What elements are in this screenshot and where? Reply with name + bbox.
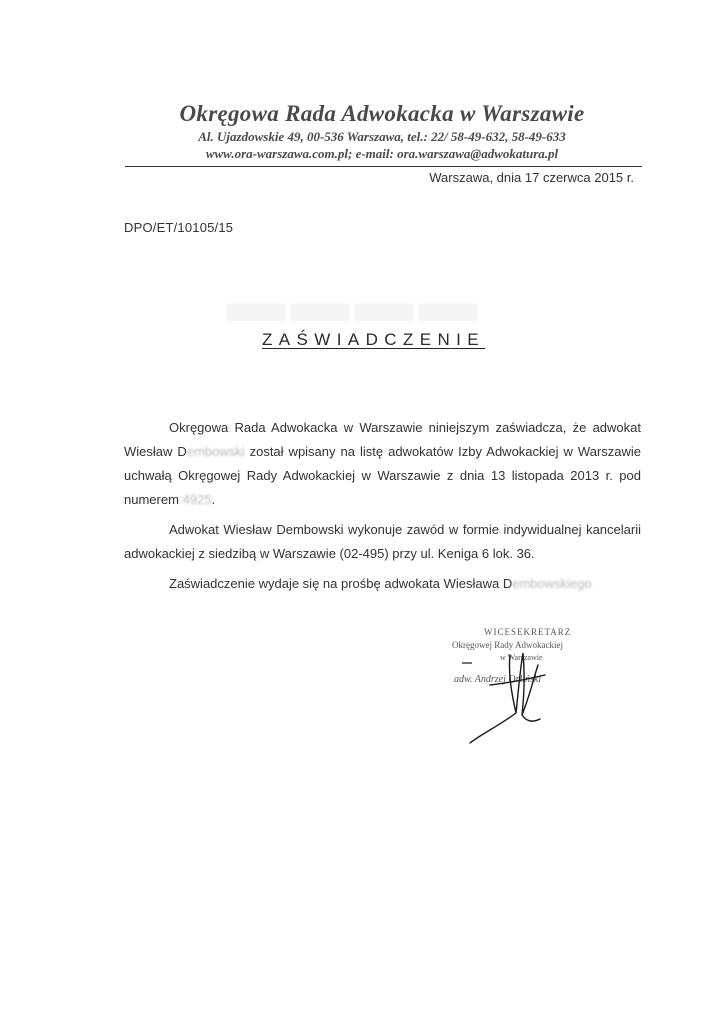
p1-line2b: został wpisany na listę adwokatów Izby bbox=[244, 444, 482, 459]
document-date: Warszawa, dnia 17 czerwca 2015 r. bbox=[429, 170, 634, 185]
letterhead-web: www.ora-warszawa.com.pl; e-mail: ora.warszawa@adwokatura.pl bbox=[205, 146, 559, 161]
redacted-number: 4925 bbox=[182, 492, 212, 507]
p1-line4a: z dnia 13 listopada 2013 r. pod numerem bbox=[124, 468, 641, 507]
redacted-surname-2: embowskiego bbox=[512, 576, 592, 591]
official-stamp bbox=[440, 625, 620, 745]
p1-line4b: . bbox=[211, 492, 216, 507]
stamp-city: w Warszawie bbox=[500, 653, 543, 662]
document-heading: ZAŚWIADCZENIE bbox=[262, 330, 485, 349]
p1-line1: Okręgowa Rada Adwokacka w Warszawie niniejszym zaświadcza, bbox=[169, 420, 567, 435]
letterhead-title: Okręgowa Rada Adwokacka w Warszawie bbox=[179, 101, 585, 126]
stamp-signatory: adw. Andrzej Orliński bbox=[454, 674, 542, 685]
reverse-side-bleed-through bbox=[200, 268, 510, 328]
stamp-title: WICESEKRETARZ bbox=[484, 627, 572, 637]
redacted-surname: embowski bbox=[186, 444, 245, 459]
letterhead bbox=[120, 100, 644, 162]
p1-line2a: że adwokat Wiesław D bbox=[124, 420, 641, 459]
paragraph-practice: Adwokat Wiesław Dembowski wykonuje zawód w formie indywidualnej kancelarii adwokackiej z siedzibą w Warszawie (02-495) przy ul. Keniga 6 lok. 36. bbox=[124, 522, 641, 561]
paragraph-request bbox=[124, 572, 641, 596]
letterhead-rule bbox=[125, 166, 642, 167]
p3-text: Zaświadczenie wydaje się na prośbę adwokata Wiesława D bbox=[169, 576, 513, 591]
reference-number: DPO/ET/10105/15 bbox=[124, 220, 234, 235]
letterhead-address: Al. Ujazdowskie 49, 00-536 Warszawa, tel.: 22/ 58-49-632, 58-49-633 bbox=[198, 129, 566, 144]
stamp-institution: Okręgowej Rady Adwokackiej bbox=[452, 640, 563, 650]
p1-line3: Adwokackiej w Warszawie uchwałą Okręgowej Rady Adwokackiej w Warszawie bbox=[124, 444, 642, 483]
paragraph-certification bbox=[124, 416, 641, 512]
handwritten-signature bbox=[450, 625, 620, 745]
document-body bbox=[124, 416, 641, 596]
